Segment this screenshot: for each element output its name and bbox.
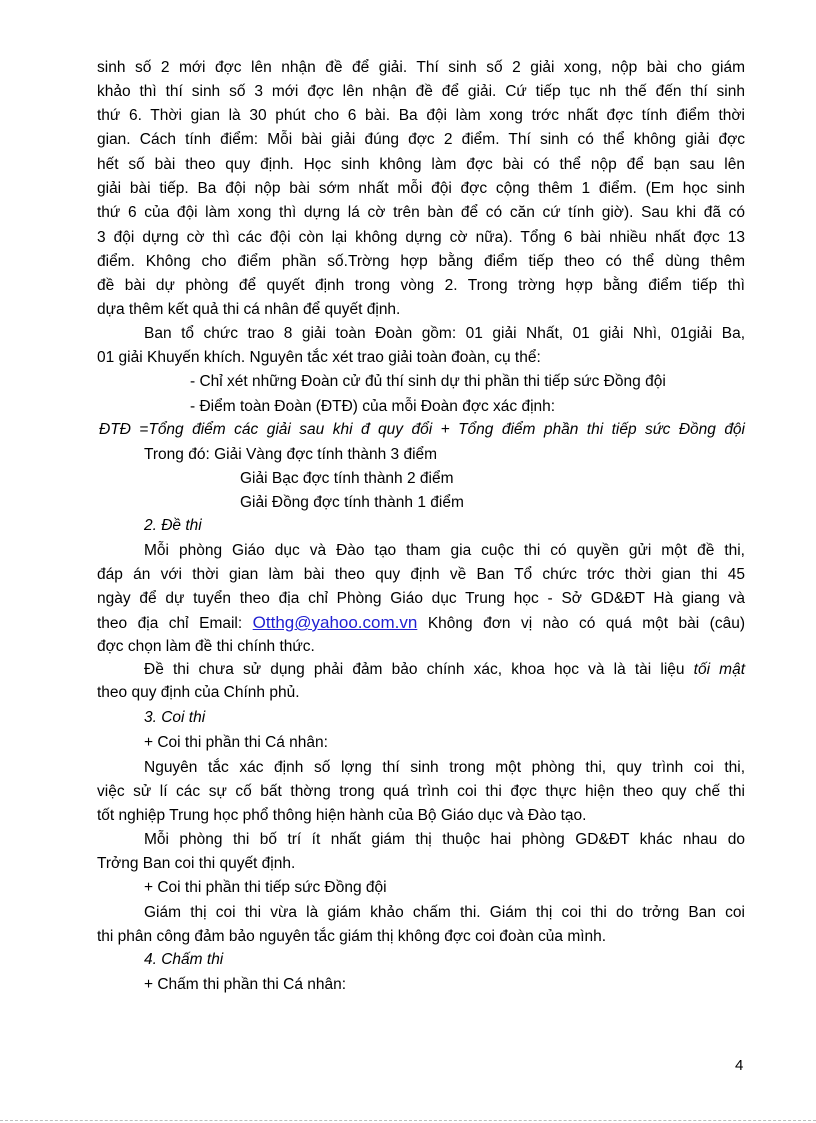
- paragraph-line: tốt nghiệp Trung học phổ thông hiện hành của Bộ Giáo dục và Đào tạo.: [97, 807, 587, 824]
- paragraph-line: ngày để dự tuyển theo địa chỉ Phòng Giáo dục Trung học - Sở GD&ĐT Hà giang và: [97, 590, 745, 607]
- sub-heading: + Coi thi phần thi tiếp sức Đồng đội: [144, 879, 387, 896]
- paragraph-line: Nguyên tắc xác định số lợng thí sinh trong một phòng thi, quy trình coi thi,: [144, 759, 745, 776]
- paragraph-line: thứ 6. Thời gian là 30 phút cho 6 bài. Ba đội làm xong trớc nhất đợc tính điểm thời: [97, 107, 745, 124]
- paragraph-line: giải bài tiếp. Ba đội nộp bài sớm nhất mỗi đội đợc cộng thêm 1 điểm. (Em học sinh: [97, 180, 745, 197]
- paragraph-line-secret: [144, 660, 745, 680]
- paragraph-line: Mỗi phòng Giáo dục và Đào tạo tham gia cuộc thi có quyền gửi một đề thi,: [144, 542, 745, 559]
- award-line: Giải Đồng đợc tính thành 1 điểm: [240, 494, 464, 511]
- paragraph-line: đáp án với thời gian làm bài theo quy định về Ban Tổ chức trớc thời gian thi 45: [97, 566, 745, 583]
- paragraph-line: thi phân công đảm bảo nguyên tắc giám thị không đợc coi đoàn của mình.: [97, 928, 607, 945]
- section-heading: 3. Coi thi: [144, 709, 206, 726]
- paragraph-line: khảo thì thí sinh số 3 mới đợc lên nhận đề để giải. Cứ tiếp tục nh thế đến thí sinh: [97, 83, 745, 100]
- secret-emphasis: tối mật: [693, 661, 746, 678]
- paragraph-line: gian. Cách tính điểm: Mỗi bài giải đúng đợc 2 điểm. Thí sinh có thể không giải đợc: [97, 131, 745, 148]
- formula-line: ĐTĐ =Tổng điểm các giải sau khi đ quy đổi + Tổng điểm phần thi tiếp sức Đồng đội: [99, 421, 745, 438]
- paragraph-line: đề bài dự phòng để quyết định trong vòng 2. Trong trờng hợp bằng điểm tiếp thì: [97, 277, 745, 294]
- paragraph-line: thứ 6 của đội làm xong thì dựng lá cờ trên bàn để có căn cứ tính giờ). Sau khi đã có: [97, 204, 745, 221]
- paragraph-line: Trởng Ban coi thi quyết định.: [97, 855, 296, 872]
- award-line: Trong đó: Giải Vàng đợc tính thành 3 điểm: [144, 446, 438, 463]
- paragraph-line: điểm. Không cho điểm phần số.Trờng hợp bằng điểm tiếp theo có thể dùng thêm: [97, 253, 745, 270]
- email-link[interactable]: Otthg@yahoo.com.vn: [252, 613, 418, 632]
- paragraph-line: dựa thêm kết quả thi cá nhân để quyết định.: [97, 301, 401, 318]
- page-bottom-rule: [0, 1120, 816, 1121]
- secret-text: Đề thi chưa sử dụng phải đảm bảo chính xác, khoa học và là tài liệu: [144, 661, 685, 678]
- paragraph-line: Ban tổ chức trao 8 giải toàn Đoàn gồm: 01 giải Nhất, 01 giải Nhì, 01giải Ba,: [144, 325, 745, 342]
- email-label: theo địa chỉ Email:: [97, 615, 243, 632]
- paragraph-line: hết số bài theo quy định. Học sinh không làm đợc bài có thể nộp để bạn sau lên: [97, 156, 745, 173]
- paragraph-line: Mỗi phòng thi bố trí ít nhất giám thị thuộc hai phòng GD&ĐT khác nhau do: [144, 831, 745, 848]
- paragraph-line: 01 giải Khuyến khích. Nguyên tắc xét trao giải toàn đoàn, cụ thể:: [97, 349, 541, 366]
- sub-heading: + Coi thi phần thi Cá nhân:: [144, 734, 328, 751]
- section-heading: 2. Đề thi: [144, 517, 202, 534]
- paragraph-line: sinh số 2 mới đợc lên nhận đề để giải. Thí sinh số 2 giải xong, nộp bài cho giám: [97, 59, 745, 76]
- paragraph-line: 3 đội dựng cờ thì các đội còn lại không dựng cờ nữa). Tổng 6 bài nhiều nhất đợc 13: [97, 229, 745, 246]
- paragraph-line-email: [97, 613, 745, 634]
- sub-heading: + Chấm thi phần thi Cá nhân:: [144, 976, 347, 993]
- bullet-line: - Chỉ xét những Đoàn cử đủ thí sinh dự thi phần thi tiếp sức Đồng đội: [190, 373, 666, 390]
- email-trailing-text: Không đơn vị nào có quá một bài (câu): [427, 615, 745, 632]
- paragraph-line: đợc chọn làm đề thi chính thức.: [97, 638, 315, 655]
- page-number: 4: [735, 1057, 744, 1074]
- paragraph-line: Giám thị coi thi vừa là giám khảo chấm thi. Giám thị coi thi do trởng Ban coi: [144, 904, 745, 921]
- paragraph-line: việc sử lí các sự cố bất thờng trong quá trình coi thi đợc thực hiện theo quy chế thi: [97, 783, 745, 800]
- paragraph-line: theo quy định của Chính phủ.: [97, 684, 300, 701]
- section-heading: 4. Chấm thi: [144, 951, 224, 968]
- bullet-line: - Điểm toàn Đoàn (ĐTĐ) của mỗi Đoàn đợc xác định:: [190, 398, 556, 415]
- award-line: Giải Bạc đợc tính thành 2 điểm: [240, 470, 454, 487]
